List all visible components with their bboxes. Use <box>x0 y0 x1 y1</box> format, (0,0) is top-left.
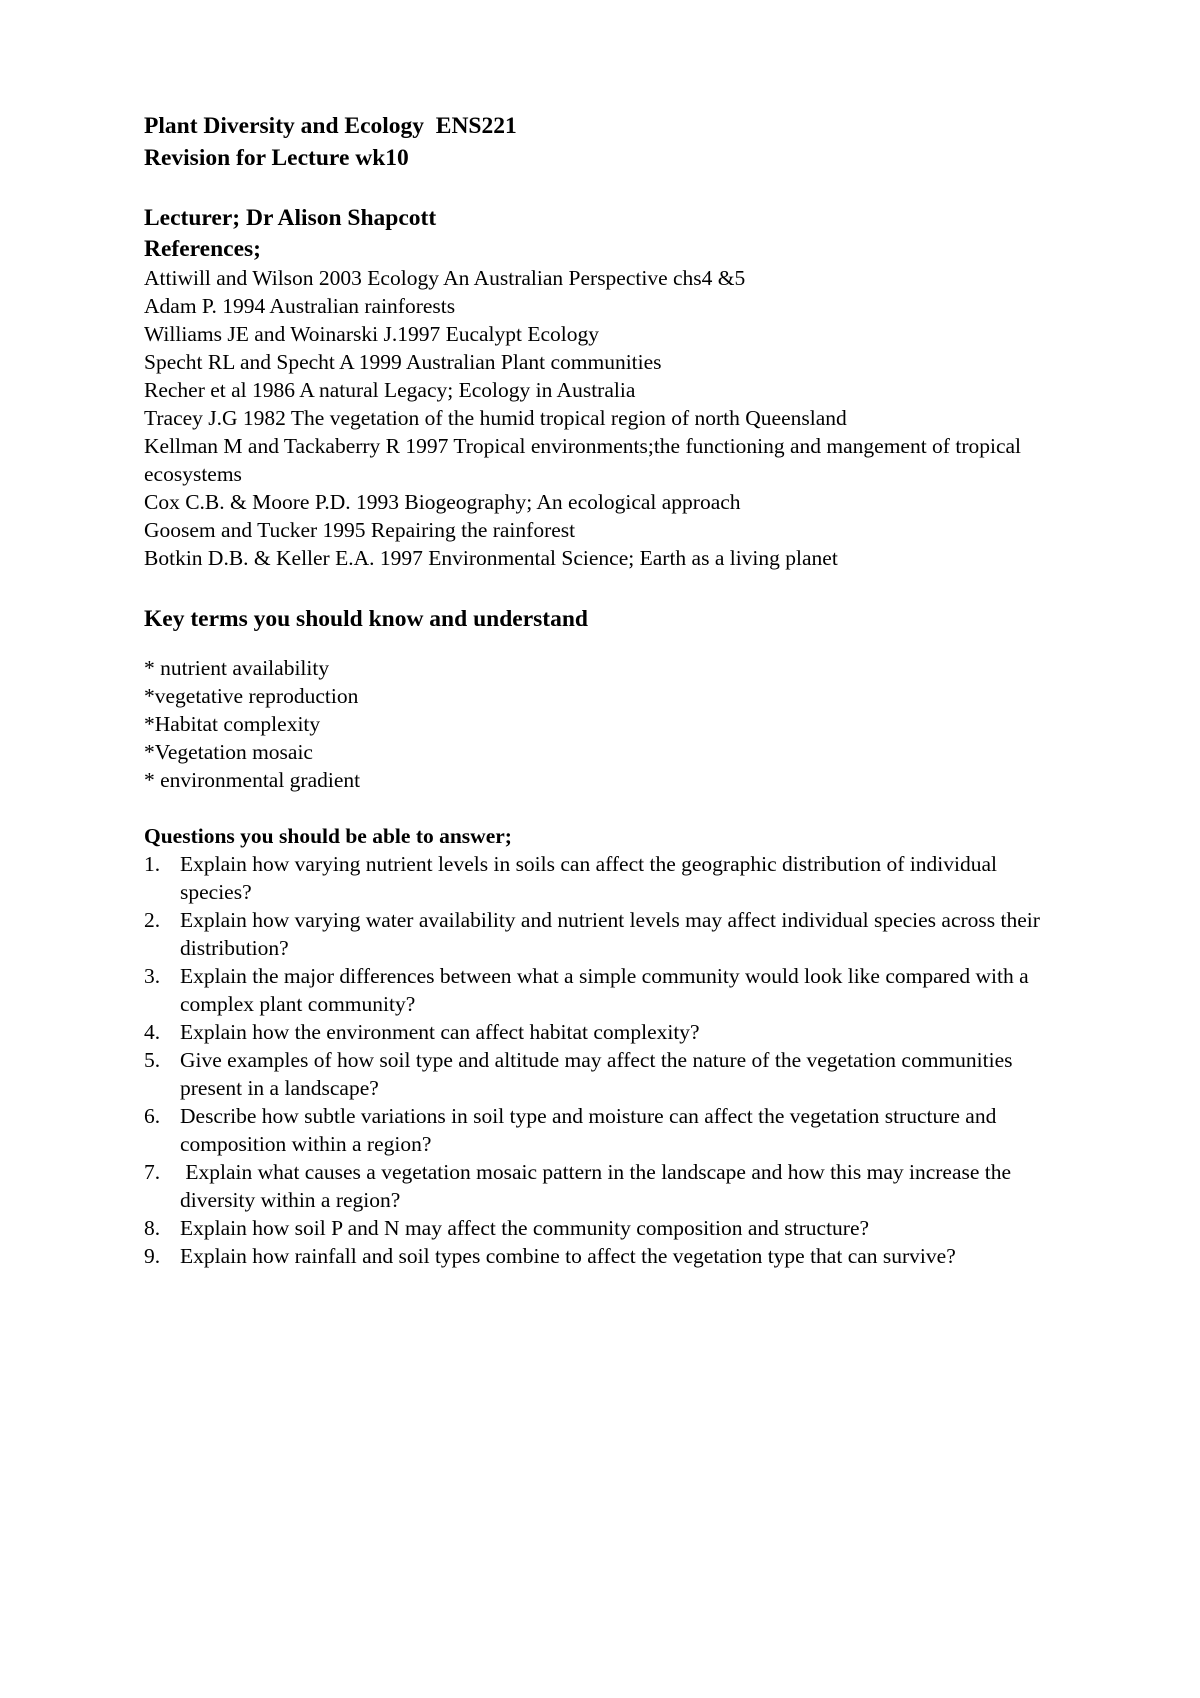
question-number: 2. <box>144 908 161 932</box>
question-item <box>144 1102 1064 1158</box>
reference-item: Tracey J.G 1982 The vegetation of the humid tropical region of north Queensland <box>144 406 847 430</box>
question-text: Explain how varying nutrient levels in soils can affect the geographic distribution of individual species? <box>180 852 1003 904</box>
reference-item: Recher et al 1986 A natural Legacy; Ecology in Australia <box>144 378 636 402</box>
document-subtitle: Revision for Lecture wk10 <box>144 145 409 171</box>
question-number: 7. <box>144 1160 161 1184</box>
document-page <box>144 110 1064 1270</box>
question-number: 9. <box>144 1244 161 1268</box>
key-term-item: *Vegetation mosaic <box>144 740 313 764</box>
reference-item: Botkin D.B. & Keller E.A. 1997 Environmental Science; Earth as a living planet <box>144 546 838 570</box>
question-text: Explain how rainfall and soil types combine to affect the vegetation type that can survive? <box>180 1244 956 1268</box>
question-number: 4. <box>144 1020 161 1044</box>
questions-list <box>144 850 1064 1270</box>
question-number: 5. <box>144 1048 161 1072</box>
question-item <box>144 1242 1064 1270</box>
question-number: 8. <box>144 1216 161 1240</box>
question-text: Explain the major differences between what a simple community would look like compared with a complex plant community? <box>180 964 1034 1016</box>
question-item <box>144 1018 1064 1046</box>
question-item <box>144 906 1064 962</box>
key-terms-heading: Key terms you should know and understand <box>144 606 588 632</box>
lecturer-line: Lecturer; Dr Alison Shapcott <box>144 205 437 231</box>
question-item <box>144 1214 1064 1242</box>
key-term-item: * nutrient availability <box>144 656 330 680</box>
reference-item: Attiwill and Wilson 2003 Ecology An Australian Perspective chs4 &5 <box>144 266 746 290</box>
question-number: 6. <box>144 1104 161 1128</box>
question-item <box>144 1046 1064 1102</box>
spacer <box>144 174 1064 202</box>
reference-item: Goosem and Tucker 1995 Repairing the rainforest <box>144 518 576 542</box>
question-item <box>144 1158 1064 1214</box>
reference-item: Specht RL and Specht A 1999 Australian Plant communities <box>144 350 662 374</box>
reference-item: Kellman M and Tackaberry R 1997 Tropical environments;the functioning and mangement of tropical ecosystems <box>144 434 1022 486</box>
reference-item: Williams JE and Woinarski J.1997 Eucalypt Ecology <box>144 322 600 346</box>
key-term-item: * environmental gradient <box>144 768 361 792</box>
question-number: 3. <box>144 964 161 988</box>
question-text: Explain how varying water availability and nutrient levels may affect individual species across their distribution? <box>180 908 1046 960</box>
question-number: 1. <box>144 852 161 876</box>
key-term-item: *Habitat complexity <box>144 712 321 736</box>
key-terms-list <box>144 654 1064 794</box>
question-text: Describe how subtle variations in soil type and moisture can affect the vegetation structure and composition within a region? <box>180 1104 1002 1156</box>
reference-item: Adam P. 1994 Australian rainforests <box>144 294 456 318</box>
references-heading: References; <box>144 236 261 262</box>
question-item <box>144 850 1064 906</box>
key-term-item: *vegetative reproduction <box>144 684 359 708</box>
question-item <box>144 962 1064 1018</box>
question-text: Explain what causes a vegetation mosaic pattern in the landscape and how this may increase the diversity within a region? <box>180 1160 1017 1212</box>
question-text: Explain how soil P and N may affect the community composition and structure? <box>180 1216 870 1240</box>
questions-heading: Questions you should be able to answer; <box>144 824 512 848</box>
references-list <box>144 264 1064 572</box>
question-text: Explain how the environment can affect habitat complexity? <box>180 1020 700 1044</box>
question-text: Give examples of how soil type and altitude may affect the nature of the vegetation communities present in a landscape? <box>180 1048 1018 1100</box>
document-title: Plant Diversity and Ecology ENS221 <box>144 113 517 139</box>
reference-item: Cox C.B. & Moore P.D. 1993 Biogeography; An ecological approach <box>144 490 741 514</box>
